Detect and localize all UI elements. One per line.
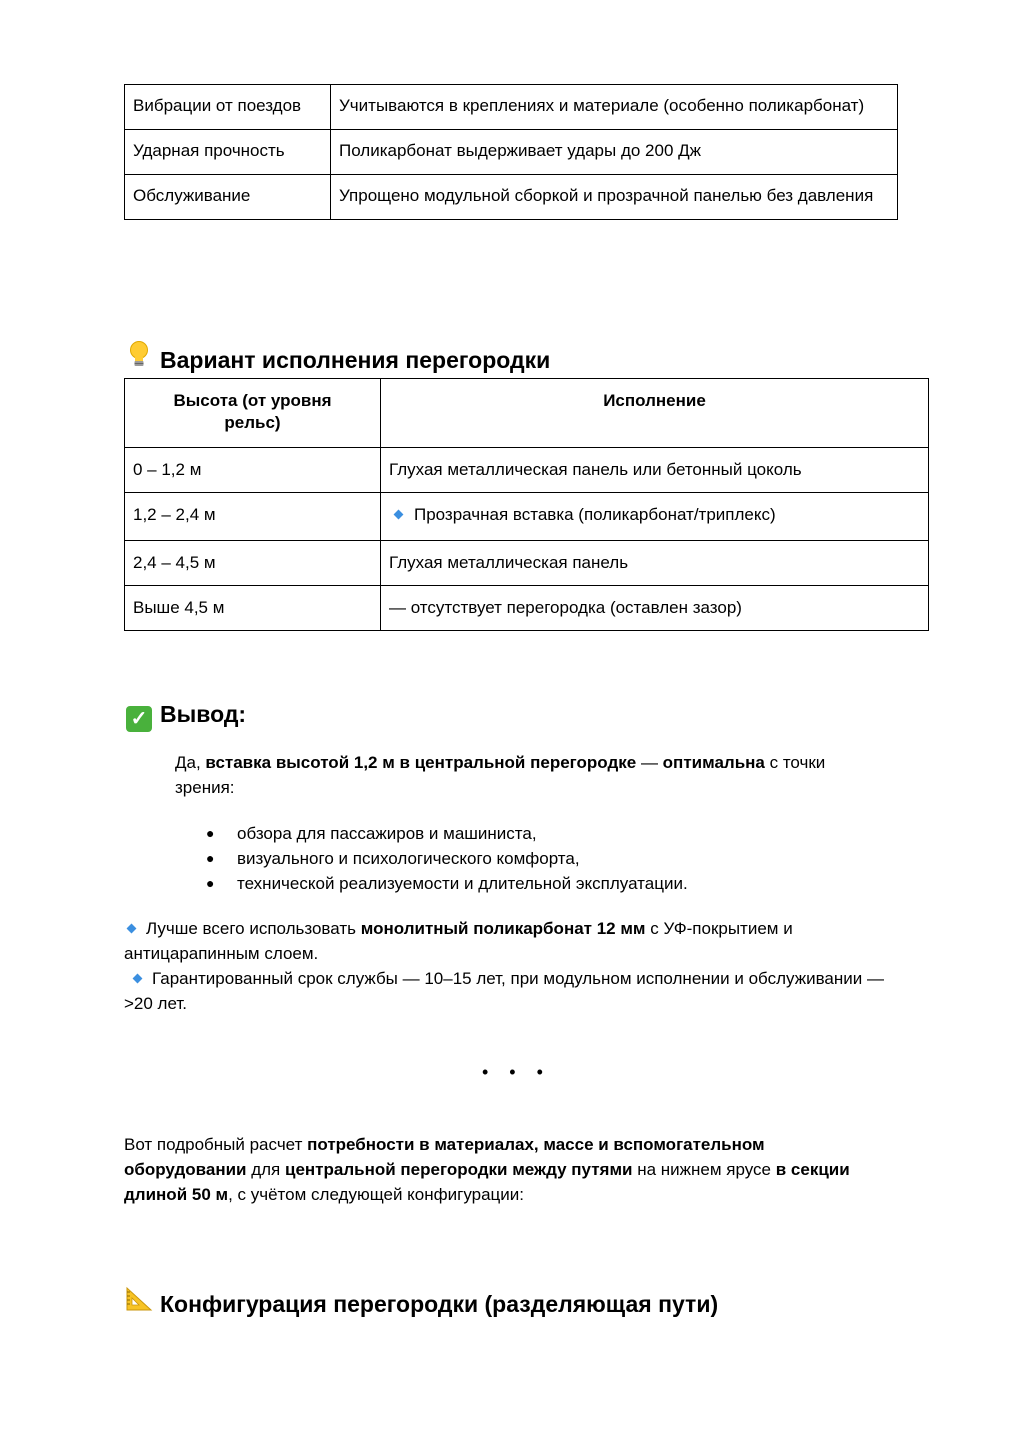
- text: с УФ-покрытием и антицарапинным слоем.: [124, 919, 793, 963]
- text: —: [636, 753, 663, 772]
- calculation-intro: [124, 1132, 884, 1207]
- bold-text: потребности в материалах, массе и вспомогательном оборудовании: [124, 1135, 765, 1179]
- table-cell: Глухая металлическая панель или бетонный цоколь: [381, 448, 929, 493]
- table-row: [125, 493, 929, 541]
- text: с точки зрения:: [175, 753, 826, 797]
- table-row: [125, 586, 929, 631]
- note-paragraph: [124, 966, 894, 1016]
- table-row: [125, 85, 898, 130]
- table-cell: Ударная прочность: [125, 130, 331, 175]
- text: Да,: [175, 753, 206, 772]
- table-cell: Учитываются в креплениях и материале (особенно поликарбонат): [331, 85, 898, 130]
- section-heading-configuration: [124, 1286, 718, 1319]
- bold-text: монолитный поликарбонат 12 мм: [360, 919, 646, 938]
- text: Вот подробный расчет: [124, 1135, 308, 1154]
- section-title: Конфигурация перегородки (разделяющая пути): [160, 1291, 719, 1317]
- section-title: Вариант исполнения перегородки: [160, 347, 551, 373]
- bold-text: оптимальна: [662, 753, 765, 772]
- list-item: ● обзора для пассажиров и машиниста,: [206, 821, 688, 846]
- conclusion-notes: [124, 916, 894, 1016]
- table-header-row: [125, 379, 929, 448]
- list-item: ● технической реализуемости и длительной эксплуатации.: [206, 871, 688, 896]
- section-heading-conclusion: [124, 699, 246, 732]
- table-row: [125, 448, 929, 493]
- table-cell: — отсутствует перегородка (оставлен зазор): [381, 586, 929, 631]
- conclusion-intro: [175, 750, 875, 800]
- lightbulb-icon: [124, 340, 154, 375]
- partition-variant-table: [124, 378, 929, 631]
- text: Гарантированный срок службы — 10–15 лет, при модульном исполнении и обслуживании — >20 лет.: [124, 969, 884, 1013]
- note-paragraph: [124, 916, 894, 966]
- check-mark-icon: ✓: [124, 699, 154, 732]
- blue-diamond-icon: [394, 510, 404, 520]
- table-cell: Упрощено модульной сборкой и прозрачной панелью без давления: [331, 175, 898, 220]
- table-row: [125, 175, 898, 220]
- bold-text: в секции длиной 50 м: [124, 1160, 850, 1204]
- table-cell: 2,4 – 4,5 м: [125, 541, 381, 586]
- list-item: ● визуального и психологического комфорта,: [206, 846, 688, 871]
- table-cell: Поликарбонат выдерживает удары до 200 Дж: [331, 130, 898, 175]
- conclusion-bullet-list: [206, 821, 688, 896]
- table-row: [125, 541, 929, 586]
- section-separator: • • •: [482, 1062, 551, 1082]
- text: на нижнем ярусе: [632, 1160, 776, 1179]
- table-cell: 1,2 – 2,4 м: [125, 493, 381, 541]
- properties-table: [124, 84, 898, 220]
- table-cell: Глухая металлическая панель: [381, 541, 929, 586]
- table-cell: Выше 4,5 м: [125, 586, 381, 631]
- table-cell: 0 – 1,2 м: [125, 448, 381, 493]
- table-cell: Вибрации от поездов: [125, 85, 331, 130]
- table-cell: Обслуживание: [125, 175, 331, 220]
- text: , с учётом следующей конфигурации:: [228, 1185, 524, 1204]
- text: для: [246, 1160, 285, 1179]
- bold-text: центральной перегородки между путями: [285, 1160, 633, 1179]
- column-header: Высота (от уровня рельс): [125, 379, 381, 448]
- table-cell: [381, 493, 929, 541]
- triangular-ruler-icon: [124, 1286, 154, 1319]
- section-heading-partition: [124, 340, 550, 375]
- column-header: Исполнение: [381, 379, 929, 448]
- section-title: Вывод:: [160, 701, 247, 727]
- blue-diamond-icon: [133, 974, 143, 984]
- text: Лучше всего использовать: [146, 919, 361, 938]
- cell-text: Прозрачная вставка (поликарбонат/триплекс): [414, 505, 776, 524]
- blue-diamond-icon: [127, 924, 137, 934]
- table-row: [125, 130, 898, 175]
- bold-text: вставка высотой 1,2 м в центральной перегородке: [205, 753, 637, 772]
